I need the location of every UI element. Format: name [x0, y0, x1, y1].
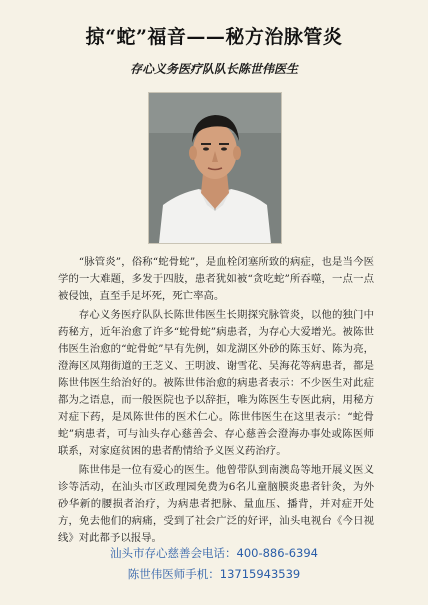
article-title: 掠“蛇”福音——秘方治脉管炎 [85, 26, 343, 48]
portrait-icon [149, 93, 281, 243]
charity-phone: 汕头市存心慈善会电话：400-886-6394 [110, 546, 318, 560]
doctor-mobile: 陈世伟医师手机：13715943539 [127, 567, 301, 581]
paragraph-intro: “脉管炎”，俗称“蛇骨蛇”，是血栓闭塞所致的病症，也是当今医学的一大难题，多发于四肢，患者犹如被“贪吃蛇”所吞噬，一点一点被侵蚀，直至手足坏死，死亡率高。 [58, 256, 374, 302]
article-subtitle: 存心义务医疗队队长陈世伟医生 [129, 62, 298, 76]
paragraph-charity: 陈世伟是一位有爱心的医生。他曾带队到南澳岛等地开展义医义诊等活动，在汕头市区政理园免费为6名儿童脑膜炎患者针灸，为外砂华新的腰损者治疗，为病患者把脉、量血压、播背，并对症开处方，免去他们的病痛，受到了社会广泛的好评，汕头电视台《今日视线》对此都予以报导。 [58, 464, 374, 544]
portrait-photo [148, 92, 282, 244]
article-body [58, 254, 374, 549]
paragraph-treatment: 存心义务医疗队队长陈世伟医生长期探究脉管炎，以他的独门中药秘方，近年治愈了许多“蛇骨蛇”病患者，为存心大爱增光。被陈世伟医生治愈的“蛇骨蛇”早有先例，如龙湖区外砂的陈玉好、陈为亮，澄海区凤翔街道的王芝义、王明波、谢雪花、吴海花等病患者，都是陈世伟医生给治好的。被陈世伟治愈的病患者表示：不少医生对此症都为之语息，而一般医院也予以辞拒，唯为陈医生专医此病，用秘方对症下药，是凤陈世伟的医术仁心。陈世伟医生在这里表示：“蛇骨蛇”病患者，可与汕头存心慈善会、存心慈善会澄海办事处或陈医师联系，对家庭贫困的患者酌情给予义医义药治疗。 [58, 309, 374, 457]
